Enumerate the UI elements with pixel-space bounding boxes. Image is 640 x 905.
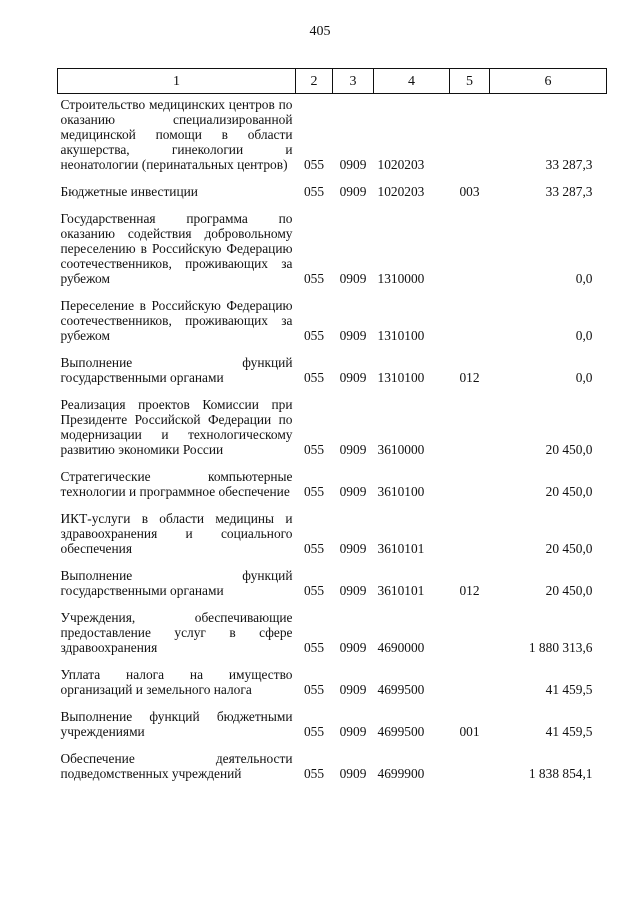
row-name-cell: Строительство медицинских центров по оказанию специализированной медицинской помощи в области акушерства, гинекологии и неонатологии (перинатальных центров) (60, 97, 293, 172)
row-col-4-cell: 1310100 (377, 328, 425, 343)
row-col-3-cell: 0909 (339, 682, 367, 697)
row-col-6-cell: 1 880 313,6 (528, 640, 593, 655)
row-col-3-cell: 0909 (339, 583, 367, 598)
row-col-2-cell: 055 (303, 541, 325, 556)
row-col-3-cell: 0909 (339, 541, 367, 556)
row-col-6-cell: 20 450,0 (545, 583, 593, 598)
row-col-2-cell: 055 (303, 766, 325, 781)
row-col-5-cell: 001 (459, 724, 480, 739)
row-col-4-cell: 3610000 (377, 442, 425, 457)
header-col-5: 5 (450, 69, 490, 94)
row-col-5-cell (450, 457, 490, 499)
row-col-3-cell: 0909 (339, 640, 367, 655)
row-col-3-cell: 0909 (339, 442, 367, 457)
row-name-cell: Государственная программа по оказанию содействия добровольному переселению в Российскую Федерацию соотечественников, проживающих за рубежом (60, 211, 293, 286)
row-col-5-cell (450, 286, 490, 343)
row-col-4-cell: 3610101 (377, 541, 425, 556)
row-col-2-cell: 055 (303, 484, 325, 499)
row-name-cell: Учреждения, обеспечивающие предоставление услуг в сфере здравоохранения (60, 610, 293, 655)
row-col-6-cell: 20 450,0 (545, 442, 593, 457)
row-col-6-cell: 1 838 854,1 (528, 766, 593, 781)
table-row (58, 499, 607, 556)
table-row (58, 199, 607, 286)
row-col-6-cell: 33 287,3 (545, 184, 593, 199)
row-col-5-cell (450, 199, 490, 286)
row-col-6-cell: 41 459,5 (545, 724, 593, 739)
row-col-6-cell: 20 450,0 (545, 484, 593, 499)
row-col-2-cell: 055 (303, 640, 325, 655)
row-col-4-cell: 1020203 (377, 157, 425, 172)
row-col-5-cell: 012 (459, 370, 480, 385)
row-col-5-cell (450, 739, 490, 781)
row-col-2-cell: 055 (303, 682, 325, 697)
table-row (58, 739, 607, 781)
row-col-5-cell (450, 94, 490, 173)
row-col-3-cell: 0909 (339, 724, 367, 739)
header-col-1: 1 (58, 69, 296, 94)
table-row (58, 94, 607, 173)
row-col-6-cell: 0,0 (575, 328, 593, 343)
row-col-2-cell: 055 (303, 157, 325, 172)
row-col-5-cell: 012 (459, 583, 480, 598)
row-col-4-cell: 4699500 (377, 724, 425, 739)
row-name-cell: Бюджетные инвестиции (60, 184, 198, 199)
row-col-6-cell: 0,0 (575, 271, 593, 286)
row-col-5-cell (450, 598, 490, 655)
row-col-4-cell: 1310100 (377, 370, 425, 385)
row-col-4-cell: 1020203 (377, 184, 425, 199)
row-col-3-cell: 0909 (339, 157, 367, 172)
header-row (58, 69, 607, 94)
header-col-2: 2 (296, 69, 333, 94)
row-col-6-cell: 20 450,0 (545, 541, 593, 556)
row-name-cell: Выполнение функций государственными органами (60, 568, 293, 598)
row-col-2-cell: 055 (303, 328, 325, 343)
header-col-3: 3 (333, 69, 374, 94)
row-name-cell: Переселение в Российскую Федерацию соотечественников, проживающих за рубежом (60, 298, 293, 343)
row-col-6-cell: 33 287,3 (545, 157, 593, 172)
page-number: 405 (309, 24, 331, 39)
row-col-3-cell: 0909 (339, 484, 367, 499)
table-row (58, 697, 607, 739)
budget-table (57, 68, 607, 781)
row-col-3-cell: 0909 (339, 766, 367, 781)
table-row (58, 598, 607, 655)
row-col-4-cell: 3610100 (377, 484, 425, 499)
row-col-5-cell (450, 385, 490, 457)
row-col-6-cell: 41 459,5 (545, 682, 593, 697)
row-col-4-cell: 1310000 (377, 271, 425, 286)
row-col-4-cell: 4699900 (377, 766, 425, 781)
row-col-4-cell: 4699500 (377, 682, 425, 697)
row-col-3-cell: 0909 (339, 370, 367, 385)
table-row (58, 655, 607, 697)
row-col-4-cell: 4690000 (377, 640, 425, 655)
row-col-5-cell (450, 655, 490, 697)
table-row (58, 556, 607, 598)
row-name-cell: Стратегические компьютерные технологии и программное обеспечение (60, 469, 293, 499)
table-header (58, 69, 607, 94)
row-col-2-cell: 055 (303, 583, 325, 598)
row-col-5-cell: 003 (459, 184, 480, 199)
row-name-cell: Уплата налога на имущество организаций и земельного налога (60, 667, 293, 697)
row-col-2-cell: 055 (303, 724, 325, 739)
table-row (58, 343, 607, 385)
row-col-3-cell: 0909 (339, 271, 367, 286)
row-col-2-cell: 055 (303, 271, 325, 286)
row-col-4-cell: 3610101 (377, 583, 425, 598)
table-body (58, 94, 607, 782)
row-name-cell: Реализация проектов Комиссии при Президенте Российской Федерации по модернизации и технологическому развитию экономики России (60, 397, 293, 457)
row-col-2-cell: 055 (303, 370, 325, 385)
row-name-cell: Выполнение функций государственными органами (60, 355, 293, 385)
row-name-cell: Выполнение функций бюджетными учреждениями (60, 709, 293, 739)
row-col-2-cell: 055 (303, 442, 325, 457)
row-name-cell: ИКТ-услуги в области медицины и здравоохранения и социального обеспечения (60, 511, 293, 556)
table-row (58, 385, 607, 457)
row-col-3-cell: 0909 (339, 328, 367, 343)
table-row (58, 172, 607, 199)
row-col-2-cell: 055 (303, 184, 325, 199)
header-col-4: 4 (374, 69, 450, 94)
row-col-5-cell (450, 499, 490, 556)
header-col-6: 6 (490, 69, 607, 94)
table-row (58, 286, 607, 343)
table-row (58, 457, 607, 499)
row-col-6-cell: 0,0 (575, 370, 593, 385)
row-name-cell: Обеспечение деятельности подведомственных учреждений (60, 751, 293, 781)
row-col-3-cell: 0909 (339, 184, 367, 199)
